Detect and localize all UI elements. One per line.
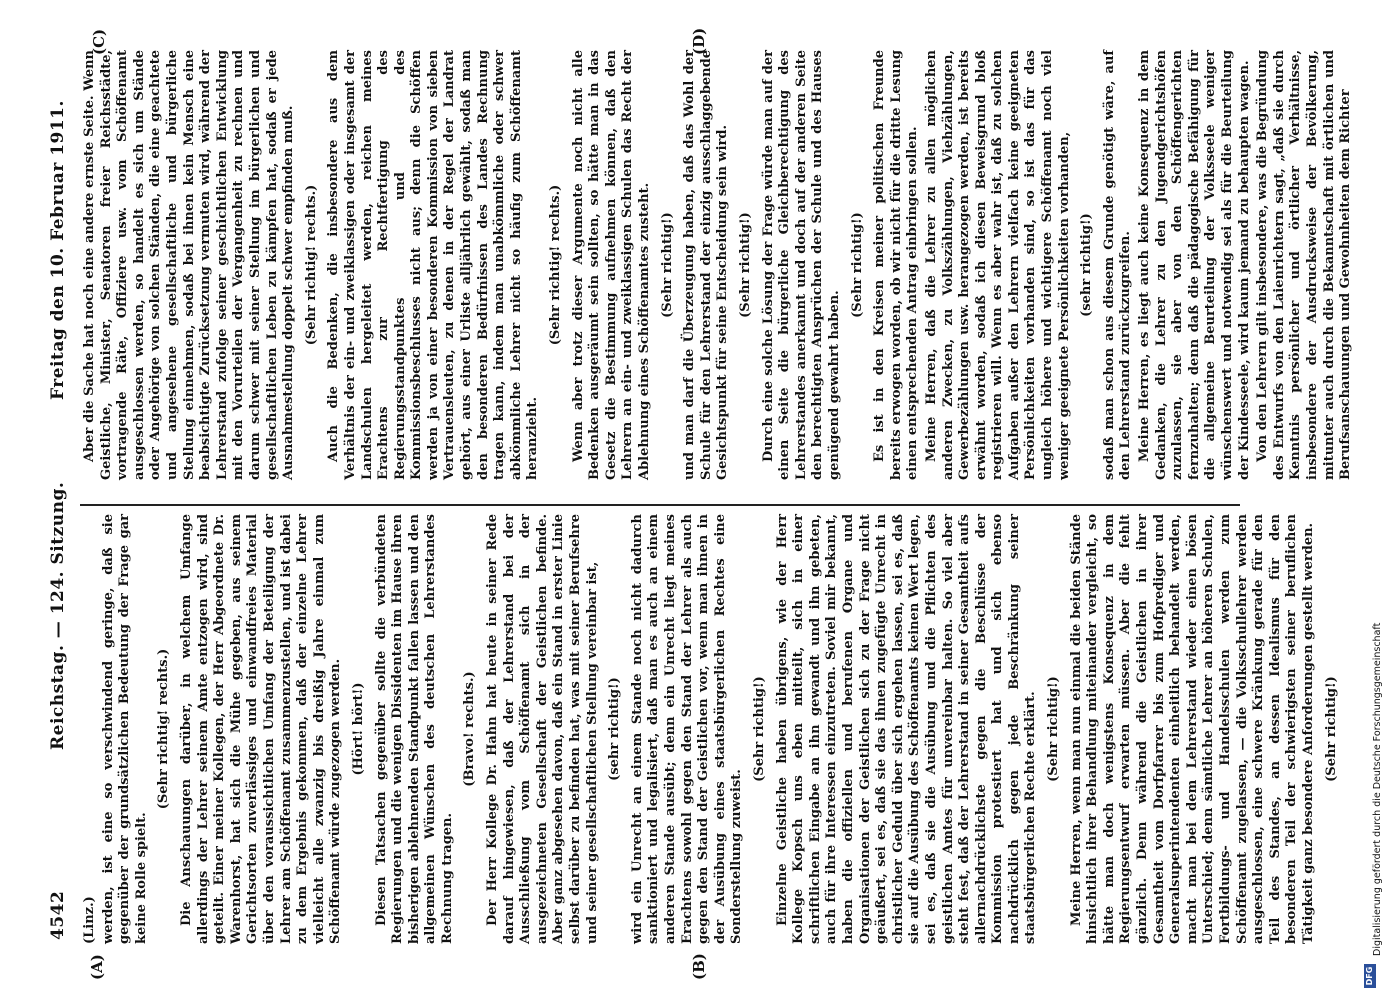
paragraph: und man darf die Überzeugung haben, daß das Wohl der Schule für den Lehrerstand der einzig ausschlaggebende Gesichtspunkt für seine Entscheidung sein wird. [682, 50, 731, 480]
interjection: (Sehr richtig!) [751, 676, 767, 782]
paragraph: sodaß man schon aus diesem Grunde genötigt wäre, auf den Lehrerstand zurückzugreifen. [1101, 50, 1134, 480]
interjection: (Sehr richtig!) [737, 212, 753, 318]
paragraph: wird ein Unrecht an einem Stande noch nicht dadurch sanktioniert und legalisiert, daß man es auch an einem anderen Stande ausübt; denn ein Unrecht liegt meines Erachtens sowohl gegen den Stand der Lehrer als auch gegen den Stand der Geistlichen vor, wenn man ihnen in der Ausübung eines staatsbürgerlichen Rechtes eine Sonderstellung zuweist. [629, 514, 745, 944]
paragraph: Durch eine solche Lösung der Frage würde man auf der einen Seite die bürgerliche Gleichberechtigung des Lehrerstandes anerkannt und doch auf der anderen Seite den berechtigten Ansprüchen der Schule und des Hauses genügend gewahrt haben. [760, 50, 842, 480]
interjection: (Sehr richtig!) [1323, 676, 1339, 782]
paragraph: Aber die Sache hat noch eine andere ernste Seite. Wenn Geistliche, Minister, Senatoren freier Reichsstädte, vortragende Räte, Offiziere usw. vom Schöffenamt ausgeschlossen werden, so handelt es sich um Stände oder Angehörige von solchen Ständen, die eine geachtete und angesehene gesellschaftliche und bürgerliche Stellung einnehmen, sodaß bei ihnen kein Mensch eine beabsichtigte Zurücksetzung vermuten wird, während der Lehrerstand zufolge seiner geschichtlichen Entwicklung mit den Vorurteilen der Vergangenheit zu rechnen und darum schwer mit seiner Stellung im bürgerlichen und gesellschaftlichen Leben zu kämpfen hat, sodaß er jede Ausnahmestellung doppelt schwer empfinden muß. [82, 50, 297, 480]
margin-marker-c: (C) [90, 28, 108, 55]
session-date: Freitag den 10. Februar 1911. [48, 100, 68, 400]
digitization-note: Digitalisierung gefördert durch die Deutsche Forschungsgemeinschaft [1372, 622, 1383, 956]
margin-marker-a: (A) [88, 954, 106, 980]
margin-marker-d: (D) [690, 27, 708, 55]
column-divider [80, 504, 1240, 506]
paragraph: Die Anschauungen darüber, in welchem Umfange allerdings der Lehrer seinem Amte entzogen wird, sind geteilt. Einer meiner Kollegen, der Herr Abgeordnete Dr. Warenhorst, hat sich die Mühe gegeben, aus seinem Gerichtsorten zuverlässiges und einwandfreies Material über den voraussichtlichen Umfang der Beteiligung der Lehrer am Schöffenamt zusammenzustellen, und ist dabei zu dem Ergebnis gekommen, daß der einzelne Lehrer vielleicht alle zwanzig bis dreißig Jahre einmal zum Schöffenamt würde zugezogen werden. [178, 514, 344, 944]
margin-marker-b: (B) [690, 953, 708, 980]
paragraph: Meine Herren, es liegt auch keine Konsequenz in dem Gedanken, die Lehrer zu den Jugendgerichtshöfen zuzulassen, sie aber von den Schöffengerichten fernzuhalten; denn daß die pädagogische Befähigung für die allgemeine Beurteilung der Volksseele weniger wünschenswert und notwendig sei als für die Beurteilung der Kindesseele, wird kaum jemand zu behaupten wagen. [1137, 50, 1252, 480]
interjection: (Sehr richtig!) [1046, 676, 1062, 782]
paragraph: Der Herr Kollege Dr. Hahn hat heute in seiner Rede darauf hingewiesen, daß der Lehrerstand bei der Ausschließung vom Schöffenamt sich in der ausgezeichneten Gesellschaft der Geistlichen befinde. Aber ganz abgesehen davon, daß ein Stand in erster Linie selbst darüber zu befinden hat, was mit seiner Berufsehre und seiner gesellschaftlichen Stellung vereinbar ist, [485, 514, 600, 944]
paragraph: Diesen Tatsachen gegenüber sollte die verbündeten Regierungen und die wenigen Dissidenten im Hause ihren bisherigen ablehnenden Standpunkt fallen lassen und den allgemeinen Wünschen des deutschen Lehrerstandes Rechnung tragen. [373, 514, 455, 944]
left-column [82, 514, 1339, 944]
interjection: (Hört! hört!) [350, 682, 366, 776]
speaker-tag: (Linz.) [82, 896, 97, 944]
page-number: 4542 [48, 890, 68, 940]
interjection: (Sehr richtig!) [659, 212, 675, 318]
session-title: Reichstag. — 124. Sitzung. [48, 481, 68, 750]
interjection: (sehr richtig!) [607, 677, 623, 781]
right-column [82, 50, 1354, 480]
paragraph: Von den Lehrern gilt insbesondere, was die Begründung des Entwurfs von den Laienrichtern sagt, „daß sie durch Kenntnis persönlicher und örtlicher Verhältnisse, insbesondere der Ausdrucksweise der Bevölkerung, mitunter auch durch die Bekanntschaft mit örtlichen und Berufsanschauungen und Gewohnheiten dem Richter [1255, 50, 1354, 480]
paragraph: werden, ist eine so verschwindend geringe, daß sie gegenüber der grundsätzlichen Bedeutung der Frage gar keine Rolle spielt. [100, 514, 149, 944]
interjection: (sehr richtig!) [1079, 213, 1095, 317]
interjection: (Bravo! rechts.) [462, 671, 478, 787]
page-header [40, 40, 74, 940]
interjection: (Sehr richtig! rechts.) [303, 184, 319, 346]
interjection: (Sehr richtig! rechts.) [548, 184, 564, 346]
paragraph: Einzelne Geistliche haben übrigens, wie der Herr Kollege Kopsch uns eben mitteilt, sich in einer schriftlichen Eingabe an ihn gewandt und ihn gebeten, auch für ihre Interessen einzutreten. Soviel mir bekannt, haben die offiziellen und berufenen Organe und Organisationen der Geistlichen sich zu der Frage nicht geäußert, sei es, daß sie das ihnen zugefügte Unrecht in christlicher Geduld über sich ergehen lassen, sei es, daß sie auf die Ausübung des Schöffenamts keinen Wert legen, sei es, daß sie die Ausübung und die Pflichten des geistlichen Amtes für unvereinbar halten. So viel aber steht fest, daß der Lehrerstand in seiner Gesamtheit aufs allernachdrücklichste gegen die Beschlüsse der Kommission protestiert hat und sich ebenso nachdrücklich gegen jede Beschränkung seiner staatsbürgerlichen Rechte erklärt. [774, 514, 1039, 944]
paragraph: Meine Herren, wenn man nun einmal die beiden Stände hinsichtlich ihrer Behandlung miteinander vergleicht, so hätte man doch wenigstens Konsequenz in dem Regierungsentwurf erwarten müssen. Aber die fehlt gänzlich. Denn während die Geistlichen in ihrer Gesamtheit vom Dorfpfarrer bis zum Hofprediger und Generalsuperintendenten einheitlich behandelt werden, macht man bei dem Lehrerstand wieder einen bösen Unterschied; denn sämtliche Lehrer an höheren Schulen, Fortbildungs- und Handelsschulen werden zum Schöffenamt zugelassen, — die Volksschullehrer werden ausgeschlossen, eine schwere Kränkung gerade für den Teil des Standes, an dessen Idealismus für den besonderen Teil der schwierigsten seiner beruflichen Tätigkeit ganz besondere Anforderungen gestellt werden. [1068, 514, 1316, 944]
interjection: (Sehr richtig! rechts.) [156, 648, 172, 810]
paragraph: Wenn aber trotz dieser Argumente noch nicht alle Bedenken ausgeräumt sein sollten, so hätte man in das Gesetz die Bestimmung aufnehmen können, daß den Lehrern an ein- und zweiklassigen Schulen das Recht der Ablehnung eines Schöffenamtes zusteht. [570, 50, 652, 480]
dfg-logo: DFG [1364, 964, 1376, 988]
paragraph: Auch die Bedenken, die insbesondere aus dem Verhältnis der ein- und zweiklassigen oder insgesamt der Landschulen hergeleitet werden, reichen meines Erachtens zur Rechtfertigung des Regierungsstandpunktes und des Kommissionsbeschlusses nicht aus; denn die Schöffen werden ja von einer besonderen Kommission von sieben Vertrauensleuten, zu denen in der Regel der Landrat gehört, aus einer Urliste alljährlich gewählt, sodaß man den besonderen Bedürfnissen des Landes Rechnung tragen kann, indem man unabkömmliche oder schwer abkömmliche Lehrer nicht so häufig zum Schöffenamt heranzieht. [326, 50, 541, 480]
paragraph: Meine Herren, daß die Lehrer zu allen möglichen anderen Zwecken, zu Volkszählungen, Viehzählungen, Gewerbezählungen usw. herangezogen werden, ist bereits erwähnt worden, sodaß ich diesen Beweisgrund bloß registrieren will. Wenn es aber wahr ist, daß zu solchen Aufgaben außer den Lehrern vielfach keine geeigneten Persönlichkeiten vorhanden sind, so ist das für das ungleich höhere und wichtigere Schöffenamt noch viel weniger geeignete Persönlichkeiten vorhanden, [923, 50, 1072, 480]
interjection: (Sehr richtig!) [849, 212, 865, 318]
paragraph: Es ist in den Kreisen meiner politischen Freunde bereits erwogen worden, ob wir nicht für die dritte Lesung einen entsprechenden Antrag einbringen sollen. [872, 50, 921, 480]
